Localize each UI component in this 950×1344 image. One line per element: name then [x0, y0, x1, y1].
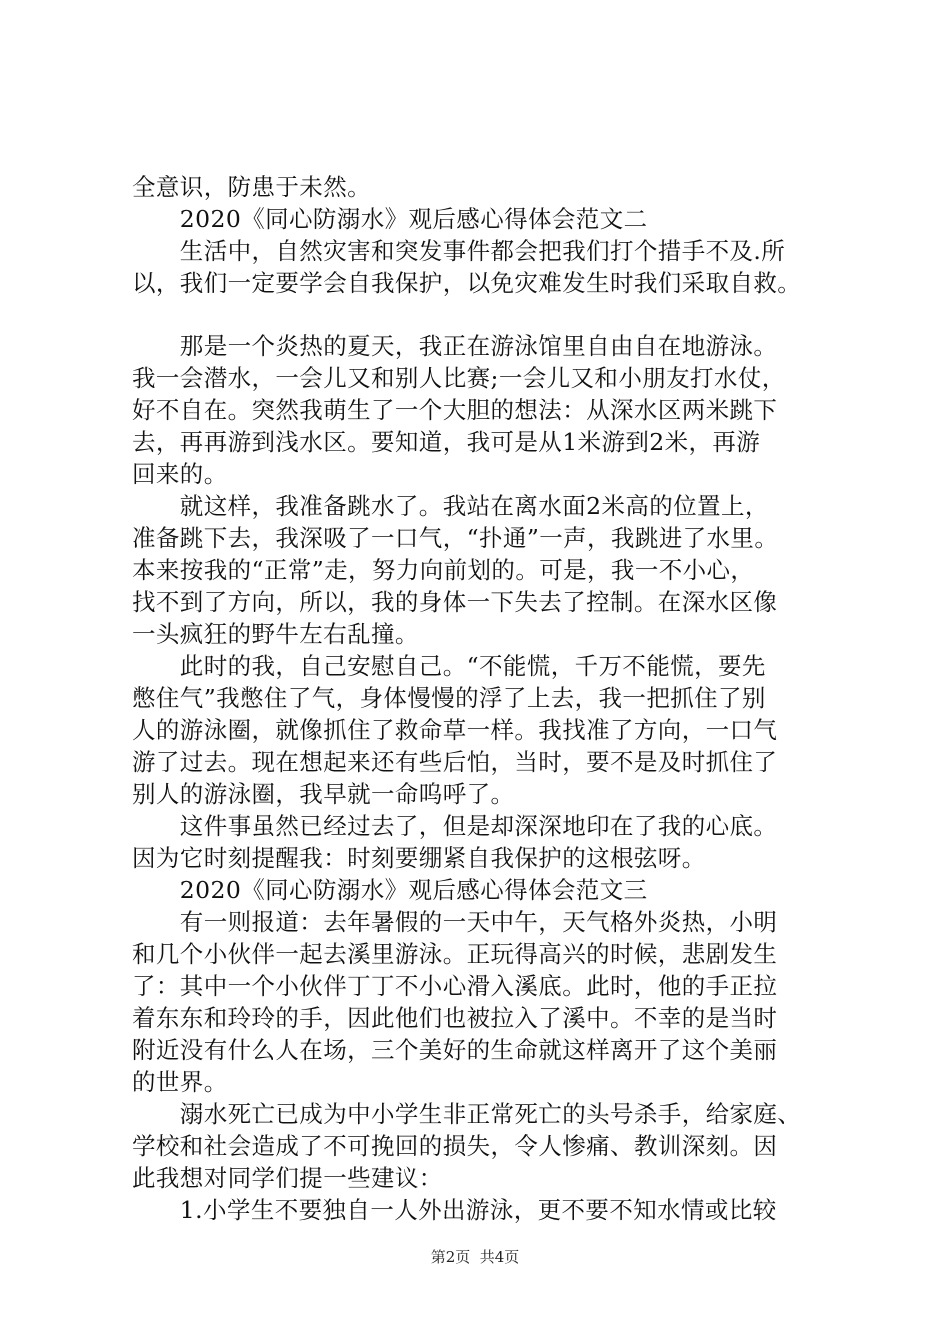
text-line: 的世界。: [132, 1068, 228, 1096]
text-line: 此时的我，自己安慰自己。“不能慌，千万不能慌，要先: [132, 652, 766, 680]
text-line: 好不自在。突然我萌生了一个大胆的想法：从深水区两米跳下: [132, 396, 778, 424]
section-heading: 2020《同心防溺水》观后感心得体会范文二: [132, 205, 648, 233]
text-line: 学校和社会造成了不可挽回的损失，令人惨痛、教训深刻。因: [132, 1132, 778, 1160]
text-line: 以，我们一定要学会自我保护，以免灾难发生时我们采取自救。: [132, 269, 802, 297]
text-line: 人的游泳圈，就像抓住了救命草一样。我找准了方向，一口气: [132, 716, 778, 744]
text-line: 和几个小伙伴一起去溪里游泳。正玩得高兴的时候，悲剧发生: [132, 940, 778, 968]
text-line: 这件事虽然已经过去了，但是却深深地印在了我的心底。: [132, 812, 778, 840]
text-line: 一头疯狂的野牛左右乱撞。: [132, 620, 419, 648]
text-line: 溺水死亡已成为中小学生非正常死亡的头号杀手，给家庭、: [132, 1100, 802, 1128]
text-line: 附近没有什么人在场，三个美好的生命就这样离开了这个美丽: [132, 1036, 778, 1064]
text-line: 此我想对同学们提一些建议：: [132, 1164, 443, 1192]
page-number-footer: 第2页 共4页: [430, 1248, 520, 1266]
text-line: 那是一个炎热的夏天，我正在游泳馆里自由自在地游泳。: [132, 332, 778, 360]
text-line: 准备跳下去，我深吸了一口气，“扑通”一声，我跳进了水里。: [132, 524, 779, 552]
text-line: 去，再再游到浅水区。要知道，我可是从1米游到2米，再游: [132, 428, 761, 456]
section-heading: 2020《同心防溺水》观后感心得体会范文三: [132, 876, 648, 904]
text-line: 本来按我的“正常”走，努力向前划的。可是，我一不小心，: [132, 556, 755, 584]
text-line: 回来的。: [132, 460, 228, 488]
text-line: 因为它时刻提醒我：时刻要绷紧自我保护的这根弦呀。: [132, 844, 706, 872]
text-line: 游了过去。现在想起来还有些后怕，当时，要不是及时抓住了: [132, 748, 778, 776]
text-line: 憋住气”我憋住了气，身体慢慢的浮了上去，我一把抓住了别: [132, 684, 766, 712]
text-line: 1.小学生不要独自一人外出游泳，更不要不知水情或比较: [132, 1196, 777, 1224]
text-line: 有一则报道：去年暑假的一天中午，天气格外炎热，小明: [132, 908, 778, 936]
text-line: 我一会潜水，一会儿又和别人比赛;一会儿又和小朋友打水仗，: [132, 364, 786, 392]
text-line: 了：其中一个小伙伴丁丁不小心滑入溪底。此时，他的手正拉: [132, 972, 778, 1000]
text-line: 全意识，防患于未然。: [132, 173, 371, 201]
text-line: 生活中，自然灾害和突发事件都会把我们打个措手不及.所: [132, 237, 786, 265]
text-line: 找不到了方向，所以，我的身体一下失去了控制。在深水区像: [132, 588, 778, 616]
text-line: 就这样，我准备跳水了。我站在离水面2米高的位置上，: [132, 492, 769, 520]
text-line: 着东东和玲玲的手，因此他们也被拉入了溪中。不幸的是当时: [132, 1004, 778, 1032]
text-line: 别人的游泳圈，我早就一命呜呼了。: [132, 780, 515, 808]
